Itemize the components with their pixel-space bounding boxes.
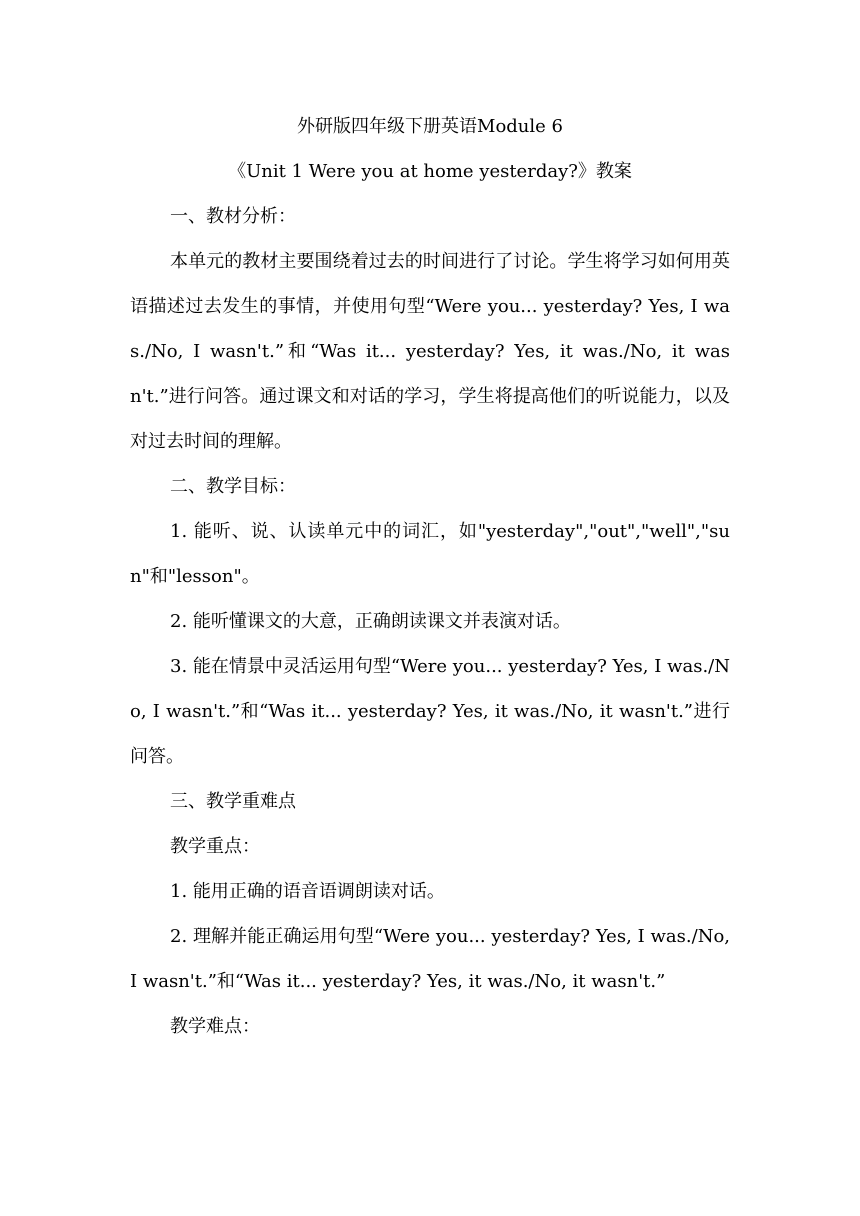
section-heading-key-difficult-points: 三、教学重难点	[170, 791, 296, 812]
objective-item-2: 2. 能听懂课文的大意，正确朗读课文并表演对话。	[170, 611, 571, 632]
paragraph-material-analysis: 本单元的教材主要围绕着过去的时间进行了讨论。学生将学习如何用英语描述过去发生的事情，并使用句型“Were you... yesterday? Yes, I was./No, I wasn't.”和“Was it... yesterday? Yes, it was./No, it wasn't.”进行问答。通过课文和对话的学习，学生将提高他们的听说能力，以及对过去时间的理解。	[130, 251, 730, 452]
objective-item-3: 3. 能在情景中灵活运用句型“Were you... yesterday? Yes, I was./No, I wasn't.”和“Was it... yesterday? Yes, it was./No, it wasn't.”进行问答。	[130, 656, 730, 767]
key-point-item-2: 2. 理解并能正确运用句型“Were you... yesterday? Yes, I was./No, I wasn't.”和“Was it... yesterday? Yes, it was./No, it wasn't.”	[130, 926, 730, 992]
section-heading-teaching-objectives: 二、教学目标：	[170, 476, 296, 497]
subheading-difficult-points: 教学难点：	[170, 1016, 260, 1037]
document-title-line-2: 《Unit 1 Were you at home yesterday?》教案	[228, 161, 632, 182]
document-title-line-1: 外研版四年级下册英语Module 6	[297, 116, 563, 137]
section-heading-material-analysis: 一、教材分析：	[170, 206, 296, 227]
objective-item-1: 1. 能听、说、认读单元中的词汇，如"yesterday","out","well","sun"和"lesson"。	[130, 521, 730, 587]
key-point-item-1: 1. 能用正确的语音语调朗读对话。	[170, 881, 445, 902]
subheading-key-points: 教学重点：	[170, 836, 260, 857]
document-page	[130, 104, 730, 1049]
